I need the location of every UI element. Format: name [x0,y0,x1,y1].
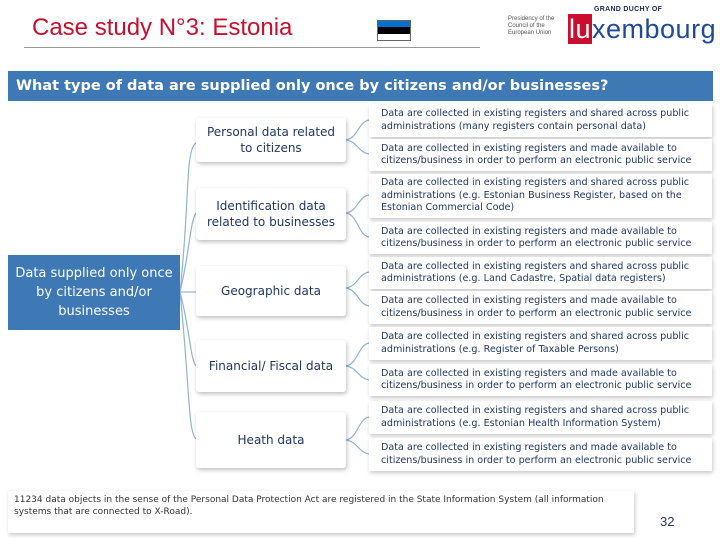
connector-health-1 [346,417,369,440]
category-geographic-data: Geographic data [196,266,346,316]
page-number: 32 [660,514,675,529]
question-banner: What type of data are supplied only once by citizens and/or businesses? [8,71,713,101]
connector-personal-2 [346,140,369,154]
leaf-identification-shared: Data are collected in existing registers and shared across public administrations (e.g. Estonian Business Register, based on the Estonian Commercial Code) [369,174,712,218]
leaf-health-shared: Data are collected in existing registers and shared across public administrations (e.g. Estonian Health Information System) [369,401,712,434]
connector-root-health [180,292,196,439]
connector-health-2 [346,440,369,454]
leaf-health-available: Data are collected in existing registers and made available to citizens/business in order to perform an electronic public service [369,438,712,471]
connector-identification-1 [346,195,369,213]
leaf-geographic-available: Data are collected in existing registers and made available to citizens/business in order to perform an electronic public service [369,291,712,324]
connector-root-identification [180,213,196,292]
logo-grand-duchy-text: GRAND DUCHY OF [594,6,663,13]
connector-geographic-1 [346,272,369,288]
connector-identification-2 [346,213,369,237]
category-financial-fiscal-data: Financial/ Fiscal data [196,340,346,392]
connector-personal-1 [346,120,369,140]
connector-root-financial [180,292,196,366]
category-identification-data: Identification data related to businesses [196,188,346,240]
category-health-data: Heath data [196,412,346,468]
logo-presidency-text: Presidency of the Council of the European Union [508,16,555,36]
leaf-geographic-shared: Data are collected in existing registers and shared across public administrations (e.g. Land Cadastre, Spatial data registers) [369,257,712,289]
footnote: 11234 data objects in the sense of the Personal Data Protection Act are registered in the State Information System (all information systems that are connected to X-Road). [8,491,634,533]
connector-financial-2 [346,366,369,380]
logo-wordmark-rest: xembourg [592,14,717,44]
slide-title: Case study N°3: Estonia [32,14,293,41]
connector-geographic-2 [346,288,369,306]
leaf-identification-available: Data are collected in existing registers and made available to citizens/business in order to perform an electronic public service [369,222,712,254]
root-node: Data supplied only once by citizens and/or businesses [8,255,180,330]
leaf-personal-available: Data are collected in existing registers and made available to citizens/business in order to perform an electronic public service [369,139,712,171]
logo-wordmark-prefix: lu [569,14,592,44]
leaf-financial-shared: Data are collected in existing registers and shared across public administrations (e.g. Register of Taxable Persons) [369,327,712,360]
leaf-personal-shared: Data are collected in existing registers and shared across public administrations (many registers contain personal data) [369,104,712,137]
category-personal-data: Personal data related to citizens [196,118,346,162]
connector-financial-1 [346,343,369,366]
leaf-financial-available: Data are collected in existing registers and made available to citizens/business in order to perform an electronic public service [369,364,712,396]
